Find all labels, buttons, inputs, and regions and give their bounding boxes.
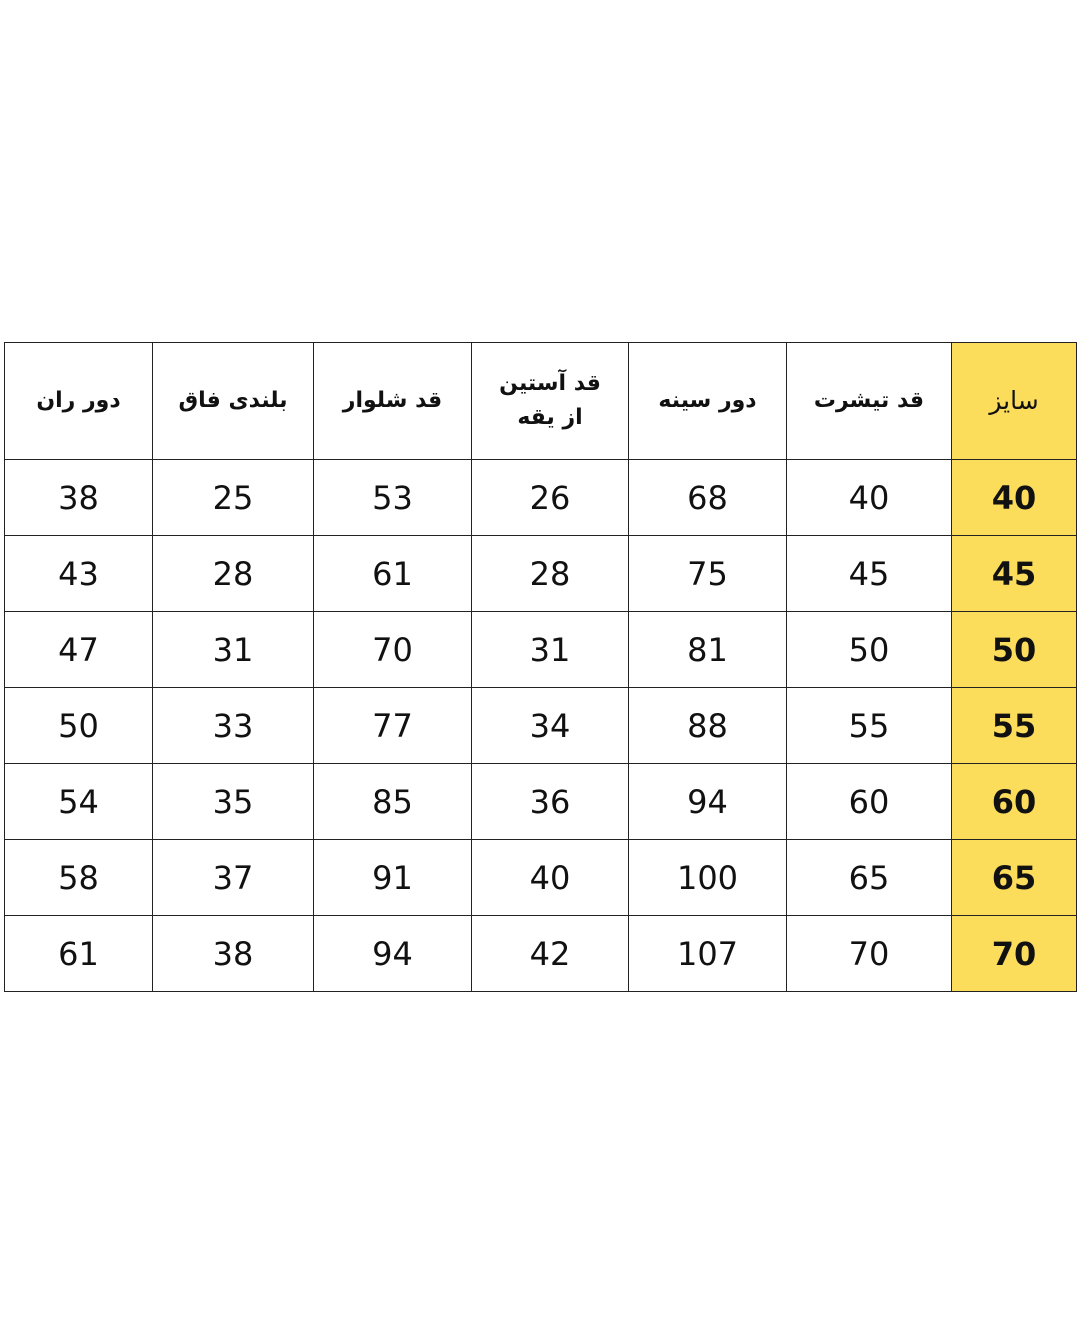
cell-thigh: 38: [5, 460, 153, 536]
table-row: [5, 764, 1077, 840]
table-row: [5, 840, 1077, 916]
cell-sleeve-length: 34: [472, 688, 629, 764]
header-chest: [629, 343, 787, 460]
cell-thigh: 43: [5, 536, 153, 612]
header-tshirt-length: [787, 343, 952, 460]
cell-rise: 31: [153, 612, 314, 688]
cell-tshirt-length: 55: [787, 688, 952, 764]
header-sleeve-length-label: قد آستین از یقه: [499, 371, 601, 430]
cell-chest: 68: [629, 460, 787, 536]
header-thigh-label: دور ران: [36, 388, 121, 413]
header-size-label: سایز: [989, 386, 1039, 415]
cell-tshirt-length: 45: [787, 536, 952, 612]
header-chest-label: دور سینه: [658, 388, 757, 413]
cell-thigh: 58: [5, 840, 153, 916]
header-thigh: [5, 343, 153, 460]
cell-tshirt-length: 50: [787, 612, 952, 688]
cell-chest: 81: [629, 612, 787, 688]
cell-tshirt-length: 65: [787, 840, 952, 916]
cell-pants-length: 61: [314, 536, 472, 612]
header-size: [952, 343, 1077, 460]
cell-tshirt-length: 40: [787, 460, 952, 536]
header-rise-label: بلندی فاق: [178, 388, 288, 413]
cell-size: 65: [952, 840, 1077, 916]
cell-chest: 94: [629, 764, 787, 840]
table-row: [5, 460, 1077, 536]
cell-rise: 28: [153, 536, 314, 612]
cell-rise: 35: [153, 764, 314, 840]
table-row: [5, 612, 1077, 688]
cell-chest: 107: [629, 916, 787, 992]
cell-pants-length: 91: [314, 840, 472, 916]
cell-sleeve-length: 36: [472, 764, 629, 840]
cell-pants-length: 70: [314, 612, 472, 688]
cell-size: 60: [952, 764, 1077, 840]
cell-thigh: 47: [5, 612, 153, 688]
cell-rise: 33: [153, 688, 314, 764]
header-pants-length-label: قد شلوار: [342, 388, 443, 413]
cell-pants-length: 94: [314, 916, 472, 992]
cell-pants-length: 53: [314, 460, 472, 536]
cell-sleeve-length: 42: [472, 916, 629, 992]
cell-chest: 75: [629, 536, 787, 612]
cell-sleeve-length: 26: [472, 460, 629, 536]
cell-size: 50: [952, 612, 1077, 688]
table-row: [5, 536, 1077, 612]
cell-rise: 38: [153, 916, 314, 992]
cell-size: 45: [952, 536, 1077, 612]
cell-size: 55: [952, 688, 1077, 764]
cell-thigh: 54: [5, 764, 153, 840]
cell-sleeve-length: 40: [472, 840, 629, 916]
cell-rise: 25: [153, 460, 314, 536]
cell-sleeve-length: 28: [472, 536, 629, 612]
cell-tshirt-length: 60: [787, 764, 952, 840]
cell-pants-length: 85: [314, 764, 472, 840]
cell-thigh: 50: [5, 688, 153, 764]
cell-tshirt-length: 70: [787, 916, 952, 992]
table-body: [5, 460, 1077, 992]
cell-size: 70: [952, 916, 1077, 992]
cell-size: 40: [952, 460, 1077, 536]
cell-rise: 37: [153, 840, 314, 916]
cell-chest: 100: [629, 840, 787, 916]
header-rise: [153, 343, 314, 460]
header-sleeve-length: [472, 343, 629, 460]
cell-thigh: 61: [5, 916, 153, 992]
table-row: [5, 688, 1077, 764]
size-chart-table: [4, 342, 1077, 992]
header-row: [5, 343, 1077, 460]
cell-chest: 88: [629, 688, 787, 764]
cell-sleeve-length: 31: [472, 612, 629, 688]
header-pants-length: [314, 343, 472, 460]
table-row: [5, 916, 1077, 992]
cell-pants-length: 77: [314, 688, 472, 764]
header-tshirt-length-label: قد تیشرت: [813, 388, 925, 413]
